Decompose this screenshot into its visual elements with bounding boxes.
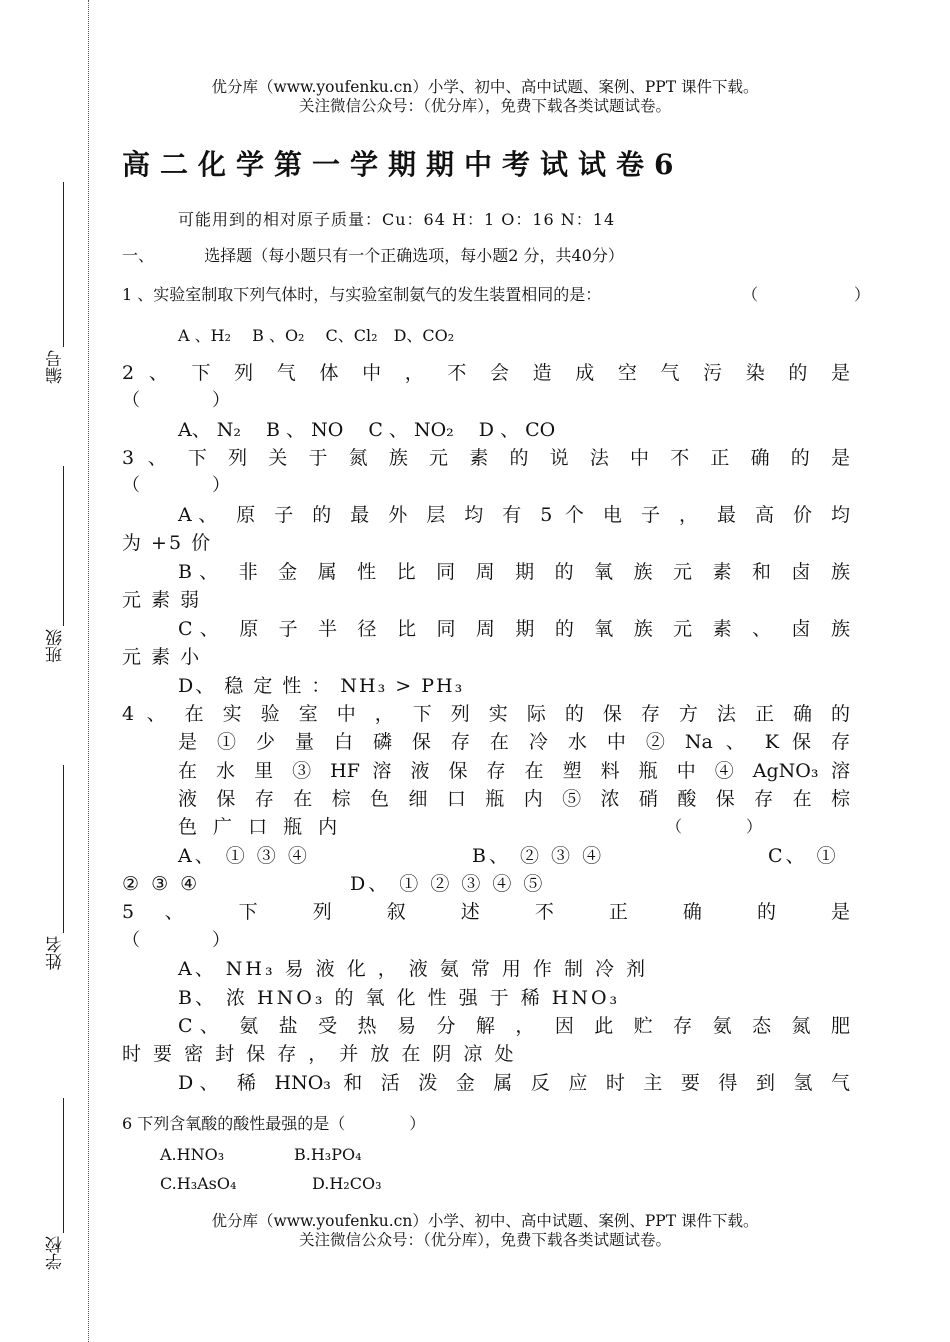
page-footer [120, 1212, 850, 1250]
field-name [44, 765, 68, 980]
option-b: B、 浓 HNO₃ 的 氧 化 性 强 于 稀 HNO₃ [178, 987, 621, 1009]
section-number: 一、 [122, 246, 155, 265]
answer-bracket: （ ） [122, 475, 230, 496]
option-c: C、 氨 盐 受 热 易 分 解 ， 因 此 贮 存 氨 态 氮 肥 [178, 1015, 850, 1037]
option-d: D、 ① ② ③ ④ ⑤ [350, 873, 546, 895]
field-label: 姓名 [46, 936, 66, 970]
question-2-stem: 2 、 下 列 气 体 中 ， 不 会 造 成 空 气 污 染 的 是 [122, 362, 850, 384]
option-b: B、 非 金 属 性 比 同 周 期 的 氧 族 元 素 和 卤 族 [178, 561, 850, 583]
section-label: 选择题（每小题只有一个正确选项，每小题2 分，共40分） [204, 246, 624, 265]
answer-bracket: （ ） [666, 817, 763, 836]
page-header [120, 78, 850, 116]
field-underline [63, 765, 64, 933]
option-b-cont: 元 素 弱 [122, 589, 202, 611]
section-heading [122, 242, 850, 270]
field-label: 班级 [46, 629, 66, 663]
option-a-cont: 为 +5 价 [122, 532, 213, 554]
field-underline [63, 466, 64, 626]
atomic-mass-note: 可能用到的相对原子质量：Cu：64 H：1 O：16 N：14 [178, 210, 616, 229]
option-c-cont: 元 素 小 [122, 646, 202, 668]
question-6-stem: 6 下列含氧酸的酸性最强的是（ ） [122, 1114, 426, 1133]
question-5-stem: 5 、 下 列 叙 述 不 正 确 的 是 [122, 901, 850, 923]
field-class [44, 466, 68, 676]
option-d: D.H₂CO₃ [312, 1174, 382, 1193]
option-c: C、 原 子 半 径 比 同 周 期 的 氧 族 元 素 、 卤 族 [178, 618, 850, 640]
question-3-stem: 3 、 下 列 关 于 氮 族 元 素 的 说 法 中 不 正 确 的 是 [122, 447, 850, 469]
option-d: D、 稀 HNO₃ 和 活 泼 金 属 反 应 时 主 要 得 到 氢 气 [178, 1072, 850, 1094]
page-title: 高二化学第一学期期中考试试卷6 [122, 148, 684, 181]
option-a: A.HNO₃ [160, 1145, 225, 1164]
option-c: C、 ① [768, 845, 839, 867]
answer-bracket: （ ） [122, 930, 230, 951]
question-stem: 1 、实验室制取下列气体时，与实验室制氨气的发生装置相同的是： [122, 285, 602, 304]
field-number [44, 182, 68, 392]
option-a: A、 原 子 的 最 外 层 均 有 5 个 电 子 ， 最 高 价 均 [178, 504, 850, 526]
question-options: A、 N₂ B 、 NO C 、 NO₂ D 、 CO [178, 419, 556, 441]
option-b: B.H₃PO₄ [294, 1145, 362, 1164]
binding-margin-line [88, 0, 89, 1342]
answer-bracket: （ ） [122, 390, 230, 411]
header-line-1: 优分库（www.youfenku.cn）小学、初中、高中试题、案例、PPT 课件下载。 [211, 78, 759, 96]
field-underline [63, 1098, 64, 1233]
field-label: 学校 [46, 1236, 66, 1270]
option-a: A、 NH₃ 易 液 化 ， 液 氨 常 用 作 制 冷 剂 [178, 958, 649, 980]
option-d: D、 稳 定 性 ： NH₃ > PH₃ [178, 675, 465, 697]
option-c-cont: 时 要 密 封 保 存 ， 并 放 在 阴 凉 处 [122, 1043, 517, 1065]
field-underline [63, 182, 64, 347]
question-4-line-5: 色 广 口 瓶 内 [178, 816, 343, 838]
option-c: C.H₃AsO₄ [160, 1174, 237, 1193]
header-line-2: 关注微信公众号：（优分库），免费下载各类试题试卷。 [298, 97, 671, 115]
question-options: A 、H₂ B 、O₂ C、Cl₂ D、CO₂ [178, 326, 455, 345]
footer-line-2: 关注微信公众号：（优分库），免费下载各类试题试卷。 [298, 1231, 671, 1249]
field-label: 编号 [46, 350, 66, 384]
option-b: B、 ② ③ ④ [472, 845, 605, 867]
footer-line-1: 优分库（www.youfenku.cn）小学、初中、高中试题、案例、PPT 课件下载。 [211, 1212, 759, 1230]
question-4-line-4: 液 保 存 在 棕 色 细 口 瓶 内 ⑤ 浓 硝 酸 保 存 在 棕 [178, 788, 850, 810]
question-1 [122, 281, 850, 309]
option-a: A、 ① ③ ④ [178, 845, 310, 867]
field-school [44, 1098, 68, 1280]
question-4-line-1: 4 、 在 实 验 室 中 ， 下 列 实 际 的 保 存 方 法 正 确 的 [122, 703, 850, 725]
question-4-line-3: 在 水 里 ③ HF 溶 液 保 存 在 塑 料 瓶 中 ④ AgNO₃ 溶 [178, 760, 850, 782]
answer-bracket: （ ） [742, 285, 871, 304]
option-c-cont: ② ③ ④ [122, 873, 201, 895]
question-4-line-2: 是 ① 少 量 白 磷 保 存 在 冷 水 中 ② Na 、 K 保 存 [178, 731, 850, 753]
